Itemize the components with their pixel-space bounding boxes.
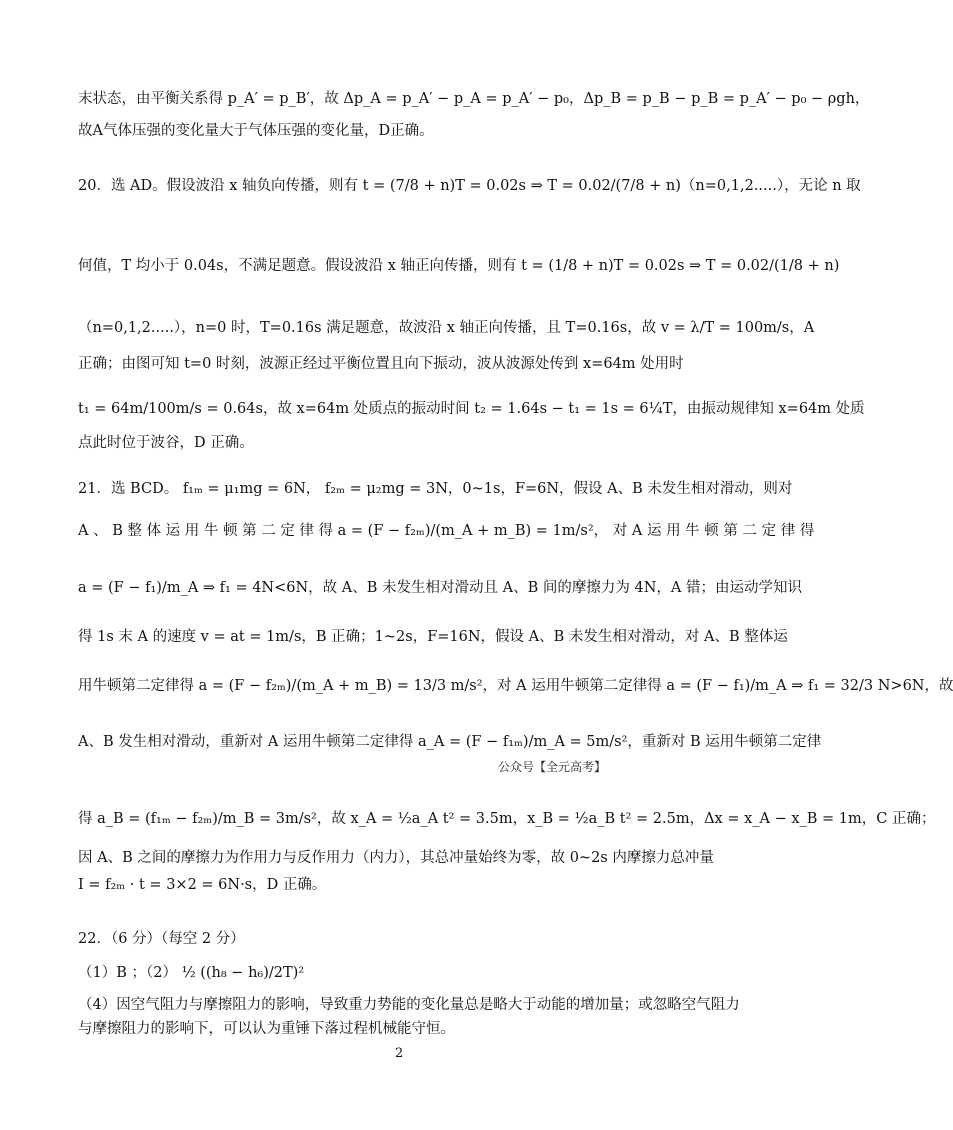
text-line: 因 A、B 之间的摩擦力为作用力与反作用力（内力），其总冲量始终为零，故 0~2s 内摩擦力总冲量 <box>78 850 714 866</box>
text-line: （4）因空气阻力与摩擦阻力的影响，导致重力势能的变化量总是略大于动能的增加量；或忽略空气阻力 <box>78 997 740 1013</box>
text-line: 何值，T 均小于 0.04s，不满足题意。假设波沿 x 轴正向传播，则有 t = (1/8 + n)T = 0.02s ⇒ T = 0.02/(1/8 + n) <box>78 258 840 274</box>
text-line: 点此时位于波谷，D 正确。 <box>78 435 254 451</box>
text-line: 20．选 AD。假设波沿 x 轴负向传播，则有 t = (7/8 + n)T = 0.02s ⇒ T = 0.02/(7/8 + n)（n=0,1,2.....），无论 n 取 <box>78 178 861 194</box>
text-line: 22．（6 分）（每空 2 分） <box>78 931 245 947</box>
text-line: 21．选 BCD。 f₁ₘ = μ₁mg = 6N， f₂ₘ = μ₂mg = 3N，0~1s，F=6N，假设 A、B 未发生相对滑动，则对 <box>78 481 793 497</box>
text-line: 得 a_B = (f₁ₘ − f₂ₘ)/m_B = 3m/s²，故 x_A = ½a_A t² = 3.5m，x_B = ½a_B t² = 2.5m，Δx = x_A − x_B = 1m，C 正确； <box>78 811 936 827</box>
text-line: 得 1s 末 A 的速度 v = at = 1m/s，B 正确；1~2s，F=16N，假设 A、B 未发生相对滑动，对 A、B 整体运 <box>78 629 788 645</box>
page-number: 2 <box>395 1046 404 1061</box>
text-line: 用牛顿第二定律得 a = (F − f₂ₘ)/(m_A + m_B) = 13/3 m/s²，对 A 运用牛顿第二定律得 a = (F − f₁)/m_A ⇒ f₁ = 32/3 N>6N，故 <box>78 678 953 694</box>
text-line: （1）B ；（2） ½ ((h₈ − h₆)/2T)² <box>78 965 305 981</box>
text-line: 故A气体压强的变化量大于气体压强的变化量，D正确。 <box>78 123 434 139</box>
text-line: 正确；由图可知 t=0 时刻，波源正经过平衡位置且向下振动，波从波源处传到 x=64m 处用时 <box>78 356 684 372</box>
watermark-text: 公众号【全元高考】 <box>498 760 607 774</box>
text-line: 与摩擦阻力的影响下，可以认为重锤下落过程机械能守恒。 <box>78 1021 455 1037</box>
text-line: 末状态，由平衡关系得 p_A′ = p_B′，故 Δp_A = p_A′ − p_A = p_A′ − p₀，Δp_B = p_B − p_B = p_A′ − p₀ − ρgh， <box>78 91 870 107</box>
text-line: A 、 B 整 体 运 用 牛 顿 第 二 定 律 得 a = (F − f₂ₘ)/(m_A + m_B) = 1m/s²， 对 A 运 用 牛 顿 第 二 定 律 得 <box>78 523 815 539</box>
text-line: I = f₂ₘ · t = 3×2 = 6N·s，D 正确。 <box>78 877 327 893</box>
text-line: A、B 发生相对滑动，重新对 A 运用牛顿第二定律得 a_A = (F − f₁ₘ)/m_A = 5m/s²，重新对 B 运用牛顿第二定律 <box>78 734 822 750</box>
text-line: a = (F − f₁)/m_A ⇒ f₁ = 4N<6N，故 A、B 未发生相对滑动且 A、B 间的摩擦力为 4N，A 错；由运动学知识 <box>78 580 802 596</box>
text-line: （n=0,1,2.....），n=0 时，T=0.16s 满足题意，故波沿 x 轴正向传播，且 T=0.16s，故 v = λ/T = 100m/s，A <box>78 320 815 336</box>
text-line: t₁ = 64m/100m/s = 0.64s，故 x=64m 处质点的振动时间 t₂ = 1.64s − t₁ = 1s = 6¼T，由振动规律知 x=64m 处质 <box>78 401 865 417</box>
